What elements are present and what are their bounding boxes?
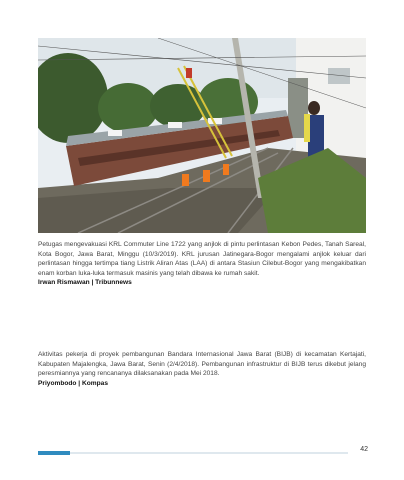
page-number: 42 bbox=[360, 446, 368, 453]
caption-text: Aktivitas pekerja di proyek pembangunan Bandara Internasional Jawa Barat (BIJB) di kecamatan Kertajati, Kabupaten Majalengka, Jawa Barat, Senin (2/4/2018). Pembangunan infrastruktur di BIJB terus dikebut jelang peresmiannya yang rencananya dilaksanakan pada Mei 2018. bbox=[38, 351, 366, 378]
train-derailment-photo bbox=[38, 38, 366, 233]
photo-credit: Irwan Rismawan | Tribunnews bbox=[38, 279, 132, 287]
photo-caption-1 bbox=[38, 240, 366, 288]
caption-text: Petugas mengevakuasi KRL Commuter Line 1722 yang anjlok di pintu perlintasan Kebon Pedes, Tanah Sareal, Kota Bogor, Jawa Barat, Minggu (10/3/2019). KRL jurusan Jatinegara-Bogor mengalami anjlok keluar dari perlintasan hingga tertimpa tiang Listrik Aliran Atas (LAA) di antara Stasiun Cilebut-Bogor yang mengakibatkan enam korban luka-luka termasuk masinis yang telah dibawa ke rumah sakit. bbox=[38, 241, 366, 277]
footer-accent-bar bbox=[38, 451, 70, 455]
photo-caption-2 bbox=[38, 350, 366, 388]
photo-credit: Priyombodo | Kompas bbox=[38, 379, 108, 387]
footer-rule bbox=[38, 452, 348, 454]
news-photo bbox=[38, 38, 366, 233]
